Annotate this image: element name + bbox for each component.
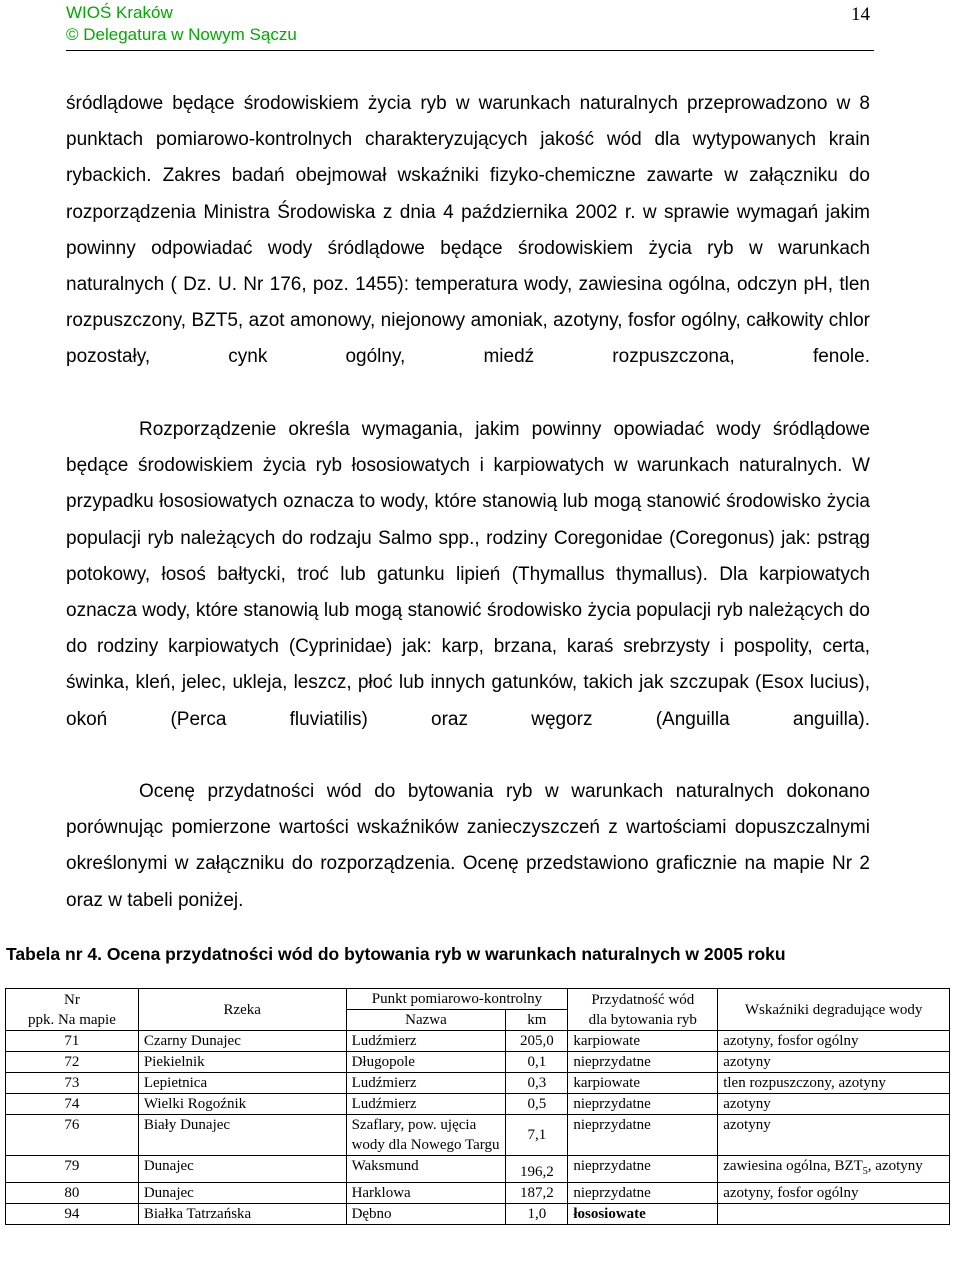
- cell-point-name: Szaflary, pow. ujęcia wody dla Nowego Targu: [346, 1115, 506, 1156]
- cell-nr: 94: [6, 1204, 139, 1225]
- paragraph-assessment-scope: śródlądowe będące środowiskiem życia ryb w warunkach naturalnych przeprowadzono w 8 punktach pomiarowo-kontrolnych charakteryzujących jakość wód dla wytypowanych krain rybackich. Zakres badań obejmował wskaźniki fizyko-chemiczne zawarte w załączniku do rozporządzenia Ministra Środowiska z dnia 4 października 2002 r. w sprawie wymagań jakim powinny odpowiadać wody śródlądowe będące środowiskiem życia ryb w warunkach naturalnych ( Dz. U. Nr 176, poz. 1455): temperatura wody, zawiesina ogólna, odczyn pH, tlen rozpuszczony, BZT5, azot amonowy, niejonowy amoniak, azotyny, fosfor ogólny, całkowity chlor pozostały, cynk ogólny, miedź rozpuszczona, fenole.: [66, 93, 870, 368]
- cell-nr: 72: [6, 1052, 139, 1073]
- table-row: [6, 1156, 950, 1183]
- cell-point-name: Ludźmierz: [346, 1031, 506, 1052]
- paragraph-regulation: Rozporządzenie określa wymagania, jakim powinny opowiadać wody śródlądowe będące środowiskiem życia ryb łososiowatych i karpiowatych w warunkach naturalnych. W przypadku łososiowatych oznacza to wody, które stanowią lub mogą stanowić środowisko życia populacji ryb należących do rodzaju Salmo spp., rodziny Coregonidae (Coregonus) jak: pstrąg potokowy, łosoś bałtycki, troć lub gatunku lipień (Thymallus thymallus). Dla karpiowatych oznacza wody, które stanowią lub mogą stanowić środowisko życia populacji ryb należących do do rodziny karpiowatych (Cyprinidae) jak: karp, brzana, karaś srebrzysty i pospolity, certa, świnka, kleń, jelec, ukleja, leszcz, płoć lub innych gatunków, takich jak szczupak (Esox lucius), okoń (Perca fluviatilis) oraz węgorz (Anguilla anguilla).: [66, 419, 870, 730]
- header-point-group: Punkt pomiarowo-kontrolny: [346, 989, 568, 1010]
- cell-indicators: tlen rozpuszczony, azotyny: [718, 1073, 950, 1094]
- cell-nr: 80: [6, 1183, 139, 1204]
- cell-nr: 76: [6, 1115, 139, 1156]
- cell-km: 0,5: [506, 1094, 568, 1115]
- cell-indicators: azotyny: [718, 1094, 950, 1115]
- cell-km: 7,1: [506, 1115, 568, 1156]
- page-number: 14: [851, 4, 870, 25]
- cell-point-name: Ludźmierz: [346, 1094, 506, 1115]
- cell-usability: nieprzydatne: [568, 1156, 718, 1183]
- table-caption: Tabela nr 4. Ocena przydatności wód do bytowania ryb w warunkach naturalnych w 2005 roku: [6, 944, 786, 964]
- cell-point-name: Dębno: [346, 1204, 506, 1225]
- fish-habitat-table: [5, 988, 950, 1225]
- cell-point-name: Waksmund: [346, 1156, 506, 1183]
- cell-nr: 73: [6, 1073, 139, 1094]
- cell-river: Lepietnica: [138, 1073, 346, 1094]
- cell-point-name: Ludźmierz: [346, 1073, 506, 1094]
- header-divider: [66, 50, 874, 51]
- cell-river: Białka Tatrzańska: [138, 1204, 346, 1225]
- paragraph-evaluation: Ocenę przydatności wód do bytowania ryb w warunkach naturalnych dokonano porównując pomierzone wartości wskaźników zanieczyszczeń z wartościami dopuszczalnymi określonymi w załączniku do rozporządzenia. Ocenę przedstawiono graficznie na mapie Nr 2 oraz w tabeli poniżej.: [66, 781, 870, 911]
- cell-usability: nieprzydatne: [568, 1115, 718, 1156]
- table-row: [6, 1183, 950, 1204]
- cell-km: 1,0: [506, 1204, 568, 1225]
- cell-km: 0,1: [506, 1052, 568, 1073]
- cell-river: Dunajec: [138, 1156, 346, 1183]
- header-usability-line2: dla bytowania ryb: [588, 1011, 697, 1028]
- cell-usability: nieprzydatne: [568, 1094, 718, 1115]
- cell-usability: nieprzydatne: [568, 1052, 718, 1073]
- header-usability-line1: Przydatność wód: [591, 991, 695, 1008]
- table-row: [6, 1073, 950, 1094]
- header-usability: [568, 989, 718, 1031]
- cell-km: 196,2: [506, 1156, 568, 1183]
- cell-indicators: zawiesina ogólna, $BZT_5$, azotyny: [718, 1156, 950, 1183]
- cell-usability: łososiowate: [568, 1204, 718, 1225]
- cell-river: Dunajec: [138, 1183, 346, 1204]
- table-row: [6, 1031, 950, 1052]
- cell-km: 205,0: [506, 1031, 568, 1052]
- header-point-name: Nazwa: [346, 1010, 506, 1031]
- header-point-km: km: [506, 1010, 568, 1031]
- cell-nr: 71: [6, 1031, 139, 1052]
- table-row: [6, 1115, 950, 1156]
- cell-indicators: azotyny: [718, 1115, 950, 1156]
- header-branch: © Delegatura w Nowym Sączu: [66, 25, 297, 44]
- cell-river: Piekielnik: [138, 1052, 346, 1073]
- cell-usability: nieprzydatne: [568, 1183, 718, 1204]
- cell-point-name: Harklowa: [346, 1183, 506, 1204]
- cell-indicators: azotyny, fosfor ogólny: [718, 1031, 950, 1052]
- cell-usability: karpiowate: [568, 1073, 718, 1094]
- cell-km: 0,3: [506, 1073, 568, 1094]
- header-indicators: Wskaźniki degradujące wody: [718, 989, 950, 1031]
- cell-river: Biały Dunajec: [138, 1115, 346, 1156]
- table-header-row: [6, 989, 950, 1010]
- cell-nr: 79: [6, 1156, 139, 1183]
- table-row: [6, 1204, 950, 1225]
- cell-point-name: Długopole: [346, 1052, 506, 1073]
- cell-usability: karpiowate: [568, 1031, 718, 1052]
- cell-nr: 74: [6, 1094, 139, 1115]
- cell-km: 187,2: [506, 1183, 568, 1204]
- cell-river: Czarny Dunajec: [138, 1031, 346, 1052]
- cell-river: Wielki Rogoźnik: [138, 1094, 346, 1115]
- header-org: WIOŚ Kraków: [66, 3, 173, 22]
- page-header: [66, 2, 297, 46]
- header-nr-line1: Nr: [64, 991, 80, 1008]
- cell-indicators: [718, 1204, 950, 1225]
- table-row: [6, 1052, 950, 1073]
- header-nr: [6, 989, 139, 1031]
- cell-indicators: azotyny, fosfor ogólny: [718, 1183, 950, 1204]
- header-nr-line2: ppk. Na mapie: [27, 1011, 116, 1028]
- header-river: Rzeka: [138, 989, 346, 1031]
- table-row: [6, 1094, 950, 1115]
- cell-indicators: azotyny: [718, 1052, 950, 1073]
